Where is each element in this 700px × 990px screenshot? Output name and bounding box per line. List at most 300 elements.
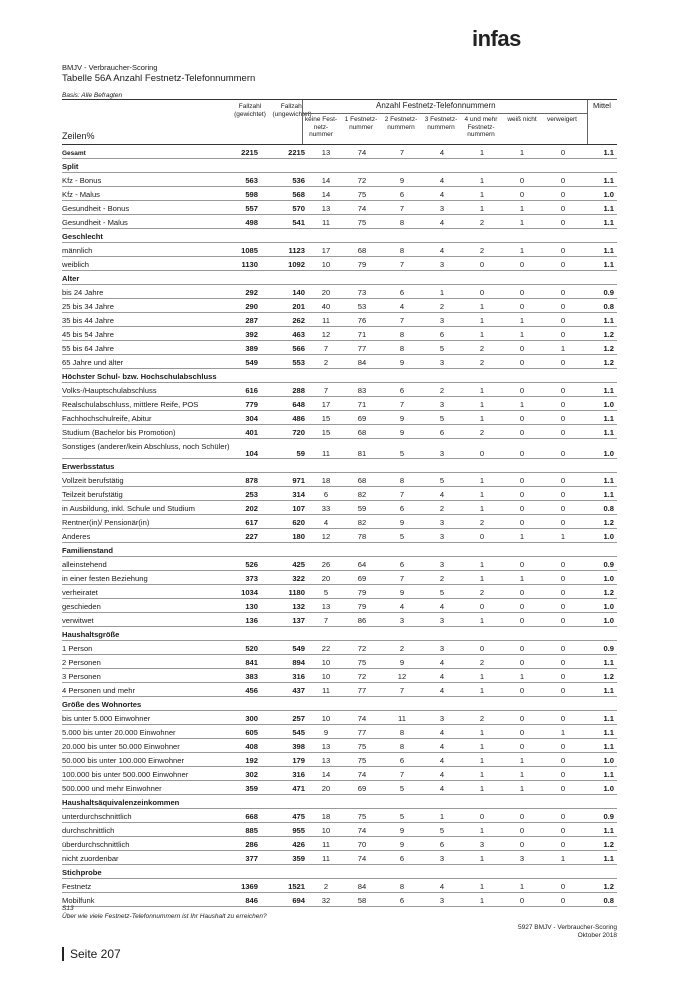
- cell-percent: 1: [479, 882, 485, 891]
- cell-percent: 0: [519, 288, 525, 297]
- cell-percent: 3: [439, 204, 445, 213]
- cell-percent: 75: [357, 658, 367, 667]
- cell-weighted: 290: [245, 302, 258, 311]
- cell-unweighted: 553: [292, 358, 305, 367]
- cell-mean: 1.1: [603, 770, 614, 779]
- cell-mean: 1.1: [603, 686, 614, 695]
- cell-percent: 13: [321, 204, 331, 213]
- cell-percent: 75: [357, 218, 367, 227]
- cell-percent: 0: [519, 686, 525, 695]
- cell-percent: 22: [321, 644, 331, 653]
- cell-unweighted: 137: [292, 616, 305, 625]
- cell-percent: 0: [519, 840, 525, 849]
- cell-percent: 0: [519, 302, 525, 311]
- cell-unweighted: 1180: [288, 588, 305, 597]
- cell-percent: 6: [323, 490, 329, 499]
- cell-mean: 1.0: [603, 532, 614, 541]
- cell-percent: 1: [519, 574, 525, 583]
- cell-percent: 84: [357, 882, 367, 891]
- cell-percent: 13: [321, 602, 331, 611]
- table-row: [62, 529, 617, 543]
- cell-percent: 4: [439, 658, 445, 667]
- cell-percent: 26: [321, 560, 331, 569]
- table-row: [62, 501, 617, 515]
- cell-unweighted: 140: [292, 288, 305, 297]
- cell-percent: 1: [519, 204, 525, 213]
- cell-percent: 1: [519, 316, 525, 325]
- row-label: geschieden: [62, 602, 101, 611]
- cell-percent: 0: [560, 742, 566, 751]
- cell-percent: 6: [399, 854, 405, 863]
- cell-percent: 53: [357, 302, 367, 311]
- cell-percent: 0: [560, 560, 566, 569]
- cell-percent: 32: [321, 896, 331, 905]
- cell-percent: 0: [560, 386, 566, 395]
- cell-percent: 74: [357, 854, 367, 863]
- cell-unweighted: 132: [292, 602, 305, 611]
- cell-percent: 2: [479, 658, 485, 667]
- cell-percent: 10: [321, 714, 331, 723]
- cell-weighted: 287: [245, 316, 258, 325]
- cell-percent: 20: [321, 288, 331, 297]
- cell-unweighted: 2215: [288, 148, 305, 157]
- cell-percent: 1: [479, 330, 485, 339]
- cell-percent: 0: [560, 288, 566, 297]
- cell-unweighted: 545: [292, 728, 305, 737]
- cell-percent: 3: [439, 449, 445, 458]
- cell-unweighted: 425: [292, 560, 305, 569]
- cell-percent: 2: [323, 882, 329, 891]
- cell-percent: 3: [439, 358, 445, 367]
- cell-percent: 0: [519, 616, 525, 625]
- cell-percent: 9: [399, 826, 405, 835]
- cell-percent: 0: [560, 490, 566, 499]
- cell-percent: 13: [321, 756, 331, 765]
- cell-percent: 1: [519, 770, 525, 779]
- cell-percent: 0: [519, 896, 525, 905]
- cell-weighted: 779: [245, 400, 258, 409]
- cell-percent: 11: [322, 854, 330, 863]
- cell-percent: 2: [439, 302, 445, 311]
- cell-percent: 1: [479, 756, 485, 765]
- cell-percent: 0: [560, 218, 566, 227]
- cell-mean: 1.1: [603, 826, 614, 835]
- cell-weighted: 668: [245, 812, 258, 821]
- cell-percent: 10: [321, 260, 331, 269]
- col-head-weighted: Fallzahl (gewichtet): [234, 103, 266, 118]
- cell-weighted: 878: [245, 476, 258, 485]
- cell-mean: 1.0: [603, 574, 614, 583]
- cell-percent: 0: [519, 190, 525, 199]
- cell-percent: 1: [519, 218, 525, 227]
- table-row: [62, 641, 617, 655]
- cell-percent: 0: [519, 812, 525, 821]
- cell-percent: 1: [479, 784, 485, 793]
- col-head-unweighted: Fallzahl (ungewichtet): [272, 103, 312, 118]
- cell-unweighted: 1123: [288, 246, 305, 255]
- cell-percent: 1: [519, 400, 525, 409]
- row-label: verwitwet: [62, 616, 94, 625]
- cell-percent: 3: [479, 840, 485, 849]
- row-label: 500.000 und mehr Einwohner: [62, 784, 162, 793]
- cell-mean: 1.2: [603, 588, 614, 597]
- cell-mean: 1.0: [603, 784, 614, 793]
- cell-percent: 0: [560, 602, 566, 611]
- cell-percent: 7: [323, 344, 329, 353]
- cell-percent: 76: [357, 316, 367, 325]
- table-row: [62, 285, 617, 299]
- cell-weighted: 520: [245, 644, 258, 653]
- table-row: [62, 173, 617, 187]
- cell-percent: 4: [399, 302, 405, 311]
- table-row: [62, 851, 617, 865]
- cell-percent: 0: [560, 672, 566, 681]
- cell-percent: 75: [357, 742, 367, 751]
- cell-percent: 3: [439, 532, 445, 541]
- cell-percent: 6: [399, 560, 405, 569]
- cell-unweighted: 475: [292, 812, 305, 821]
- cell-mean: 1.1: [603, 260, 614, 269]
- cell-percent: 1: [479, 386, 485, 395]
- cell-percent: 0: [519, 449, 525, 458]
- cell-mean: 1.1: [603, 490, 614, 499]
- cell-weighted: 557: [245, 204, 258, 213]
- cell-percent: 6: [399, 896, 405, 905]
- cell-mean: 0.9: [603, 288, 614, 297]
- row-label: überdurchschnittlich: [62, 840, 130, 849]
- section-heading: [62, 697, 617, 711]
- cell-percent: 6: [439, 428, 445, 437]
- cell-percent: 2: [479, 588, 485, 597]
- cell-mean: 1.1: [603, 854, 614, 863]
- cell-mean: 1.0: [603, 400, 614, 409]
- cell-mean: 1.1: [603, 428, 614, 437]
- cell-percent: 7: [399, 316, 405, 325]
- question-text: Über wie viele Festnetz-Telefonnummern ist Ihr Haushalt zu erreichen?: [62, 913, 267, 920]
- cell-percent: 7: [399, 260, 405, 269]
- cell-unweighted: 894: [292, 658, 305, 667]
- section-heading: [62, 865, 617, 879]
- cell-percent: 1: [479, 742, 485, 751]
- row-label: Vollzeit berufstätig: [62, 476, 124, 485]
- row-label: 100.000 bis unter 500.000 Einwohner: [62, 770, 189, 779]
- table-row: [62, 411, 617, 425]
- footer-date: Oktober 2018: [577, 932, 617, 939]
- cell-percent: 0: [479, 644, 485, 653]
- cell-percent: 0: [560, 840, 566, 849]
- cell-percent: 7: [399, 770, 405, 779]
- cell-percent: 6: [439, 840, 445, 849]
- cell-mean: 1.1: [603, 658, 614, 667]
- cell-unweighted: 201: [292, 302, 305, 311]
- cell-unweighted: 288: [292, 386, 305, 395]
- cell-weighted: 885: [245, 826, 258, 835]
- cell-percent: 7: [323, 386, 329, 395]
- cell-percent: 5: [439, 826, 445, 835]
- cell-percent: 0: [479, 532, 485, 541]
- cell-mean: 1.2: [603, 518, 614, 527]
- row-label: Festnetz: [62, 882, 92, 891]
- row-label: 55 bis 64 Jahre: [62, 344, 114, 353]
- cell-percent: 1: [519, 246, 525, 255]
- cell-percent: 2: [439, 574, 445, 583]
- cell-percent: 58: [357, 896, 367, 905]
- table-row: [62, 299, 617, 313]
- table-row: [62, 767, 617, 781]
- cell-percent: 77: [357, 344, 367, 353]
- cell-percent: 20: [321, 784, 331, 793]
- cell-percent: 9: [399, 518, 405, 527]
- cell-percent: 3: [439, 560, 445, 569]
- cell-percent: 73: [357, 288, 367, 297]
- cell-percent: 1: [479, 686, 485, 695]
- cell-percent: 10: [321, 672, 331, 681]
- cell-percent: 7: [399, 400, 405, 409]
- cell-percent: 0: [519, 658, 525, 667]
- cell-percent: 75: [357, 190, 367, 199]
- cell-percent: 82: [357, 518, 367, 527]
- cell-mean: 1.2: [603, 344, 614, 353]
- cell-weighted: 498: [245, 218, 258, 227]
- cell-unweighted: 463: [292, 330, 305, 339]
- cell-mean: 1.2: [603, 840, 614, 849]
- section-heading: [62, 229, 617, 243]
- cell-unweighted: 486: [292, 414, 305, 423]
- cell-percent: 4: [439, 742, 445, 751]
- cell-percent: 5: [399, 532, 405, 541]
- cell-percent: 1: [519, 672, 525, 681]
- cell-percent: 3: [399, 616, 405, 625]
- cell-percent: 0: [560, 588, 566, 597]
- cell-percent: 6: [399, 190, 405, 199]
- table-row: [62, 473, 617, 487]
- row-divider: [62, 906, 617, 907]
- cell-percent: 0: [560, 476, 566, 485]
- table-row: [62, 739, 617, 753]
- cell-percent: 0: [479, 288, 485, 297]
- cell-percent: 18: [321, 812, 331, 821]
- cell-percent: 71: [357, 330, 367, 339]
- cell-percent: 8: [399, 246, 405, 255]
- cell-percent: 1: [479, 574, 485, 583]
- cell-percent: 0: [560, 190, 566, 199]
- cell-percent: 12: [321, 532, 331, 541]
- cell-percent: 15: [321, 414, 331, 423]
- row-label: 2 Personen: [62, 658, 101, 667]
- cell-weighted: 1130: [241, 260, 258, 269]
- cell-percent: 9: [399, 358, 405, 367]
- cell-percent: 11: [322, 449, 330, 458]
- cell-percent: 1: [479, 728, 485, 737]
- cell-percent: 79: [357, 260, 367, 269]
- cell-percent: 4: [439, 148, 445, 157]
- cell-percent: 4: [323, 518, 329, 527]
- table-row: [62, 515, 617, 529]
- cell-percent: 0: [560, 616, 566, 625]
- cell-percent: 1: [560, 344, 566, 353]
- cell-weighted: 389: [245, 344, 258, 353]
- cell-percent: 0: [560, 686, 566, 695]
- cell-percent: 79: [357, 602, 367, 611]
- cell-percent: 4: [439, 672, 445, 681]
- cell-weighted: 617: [245, 518, 258, 527]
- cell-percent: 8: [399, 728, 405, 737]
- cell-percent: 69: [357, 784, 367, 793]
- row-label: Mobilfunk: [62, 896, 95, 905]
- cell-percent: 0: [560, 428, 566, 437]
- cell-weighted: 846: [245, 896, 258, 905]
- cell-percent: 8: [399, 330, 405, 339]
- cell-percent: 0: [479, 812, 485, 821]
- cell-percent: 0: [519, 176, 525, 185]
- cell-percent: 4: [439, 218, 445, 227]
- cell-percent: 2: [439, 386, 445, 395]
- table-row: [62, 355, 617, 369]
- cell-percent: 8: [399, 476, 405, 485]
- col-head-mittel: Mittel: [593, 101, 611, 110]
- cell-percent: 12: [321, 330, 331, 339]
- cell-percent: 4: [439, 686, 445, 695]
- cell-percent: 1: [519, 756, 525, 765]
- cell-mean: 0.9: [603, 812, 614, 821]
- cell-percent: 74: [357, 714, 367, 723]
- section-heading: [62, 271, 617, 285]
- col-head-none: keine Fest-netz-nummer: [304, 116, 338, 138]
- cell-percent: 3: [439, 260, 445, 269]
- cell-unweighted: 566: [292, 344, 305, 353]
- cell-percent: 9: [399, 658, 405, 667]
- cell-weighted: 104: [245, 449, 258, 458]
- cell-percent: 0: [560, 658, 566, 667]
- row-label: Anderes: [62, 532, 91, 541]
- cell-weighted: 1369: [241, 882, 258, 891]
- cell-percent: 15: [321, 428, 331, 437]
- row-label: Kfz - Bonus: [62, 176, 102, 185]
- row-label: unterdurchschnittlich: [62, 812, 132, 821]
- row-label: 20.000 bis unter 50.000 Einwohner: [62, 742, 180, 751]
- cell-percent: 11: [322, 840, 330, 849]
- cell-percent: 9: [399, 588, 405, 597]
- cell-percent: 3: [439, 854, 445, 863]
- cell-percent: 0: [560, 504, 566, 513]
- row-label: Gesundheit - Malus: [62, 218, 128, 227]
- cell-percent: 0: [519, 560, 525, 569]
- cell-percent: 12: [397, 672, 407, 681]
- table-row: [62, 781, 617, 795]
- cell-weighted: 202: [245, 504, 258, 513]
- cell-unweighted: 549: [292, 644, 305, 653]
- row-percent-label: Zeilen%: [62, 131, 95, 141]
- question-code: S13: [62, 905, 74, 912]
- cell-unweighted: 471: [292, 784, 305, 793]
- cell-percent: 0: [560, 260, 566, 269]
- cell-percent: 0: [560, 246, 566, 255]
- col-divider: [587, 100, 588, 145]
- cell-percent: 0: [519, 588, 525, 597]
- col-head-two: 2 Festnetz-nummern: [384, 116, 418, 131]
- row-label: männlich: [62, 246, 93, 255]
- cell-weighted: 192: [245, 756, 258, 765]
- top-rule: [62, 99, 617, 100]
- cell-weighted: 616: [245, 386, 258, 395]
- cell-percent: 5: [399, 449, 405, 458]
- cell-mean: 0.8: [603, 302, 614, 311]
- cell-percent: 84: [357, 358, 367, 367]
- cell-percent: 4: [439, 490, 445, 499]
- cell-mean: 0.8: [603, 896, 614, 905]
- cell-percent: 0: [560, 826, 566, 835]
- cell-mean: 1.1: [603, 414, 614, 423]
- cell-percent: 79: [357, 588, 367, 597]
- cell-unweighted: 59: [296, 449, 305, 458]
- cell-percent: 7: [399, 490, 405, 499]
- col-head-four-plus: 4 und mehr Festnetz-nummern: [464, 116, 498, 138]
- table-row: [62, 215, 617, 229]
- cell-unweighted: 437: [292, 686, 305, 695]
- cell-percent: 0: [519, 504, 525, 513]
- cell-percent: 0: [560, 770, 566, 779]
- cell-percent: 0: [519, 602, 525, 611]
- cell-unweighted: 398: [292, 742, 305, 751]
- cell-mean: 1.1: [603, 742, 614, 751]
- cell-percent: 74: [357, 770, 367, 779]
- cell-percent: 0: [519, 260, 525, 269]
- row-label: Sonstiges (anderer/kein Abschluss, noch Schüler): [62, 442, 230, 451]
- cell-percent: 4: [439, 882, 445, 891]
- cell-percent: 18: [321, 476, 331, 485]
- section-heading: [62, 159, 617, 173]
- cell-weighted: 392: [245, 330, 258, 339]
- cell-percent: 3: [439, 714, 445, 723]
- section-heading: [62, 795, 617, 809]
- cell-unweighted: 541: [292, 218, 305, 227]
- cell-unweighted: 955: [292, 826, 305, 835]
- section-heading: [62, 369, 617, 383]
- cell-weighted: 563: [245, 176, 258, 185]
- row-label: Volks-/Hauptschulabschluss: [62, 386, 157, 395]
- cell-percent: 0: [519, 344, 525, 353]
- cell-percent: 81: [357, 449, 367, 458]
- cell-percent: 0: [560, 518, 566, 527]
- section-heading: [62, 627, 617, 641]
- section-heading: [62, 459, 617, 473]
- cell-percent: 1: [560, 854, 566, 863]
- cell-unweighted: 536: [292, 176, 305, 185]
- cell-percent: 11: [398, 714, 406, 723]
- cell-percent: 0: [519, 714, 525, 723]
- row-label: Kfz - Malus: [62, 190, 100, 199]
- cell-weighted: 2215: [241, 148, 258, 157]
- cell-percent: 1: [479, 826, 485, 835]
- cell-percent: 7: [399, 148, 405, 157]
- row-label: Gesamt: [62, 150, 86, 157]
- cell-percent: 1: [560, 532, 566, 541]
- cell-unweighted: 694: [292, 896, 305, 905]
- cell-weighted: 292: [245, 288, 258, 297]
- row-label: bis 24 Jahre: [62, 288, 104, 297]
- row-label: 1 Person: [62, 644, 93, 653]
- row-label: 45 bis 54 Jahre: [62, 330, 114, 339]
- cell-weighted: 359: [245, 784, 258, 793]
- cell-percent: 0: [560, 204, 566, 213]
- cell-percent: 71: [357, 400, 367, 409]
- cell-weighted: 300: [245, 714, 258, 723]
- table-row: [62, 257, 617, 271]
- cell-percent: 2: [479, 428, 485, 437]
- cell-weighted: 526: [245, 560, 258, 569]
- infas-logo: infas: [472, 26, 521, 51]
- row-label: durchschnittlich: [62, 826, 115, 835]
